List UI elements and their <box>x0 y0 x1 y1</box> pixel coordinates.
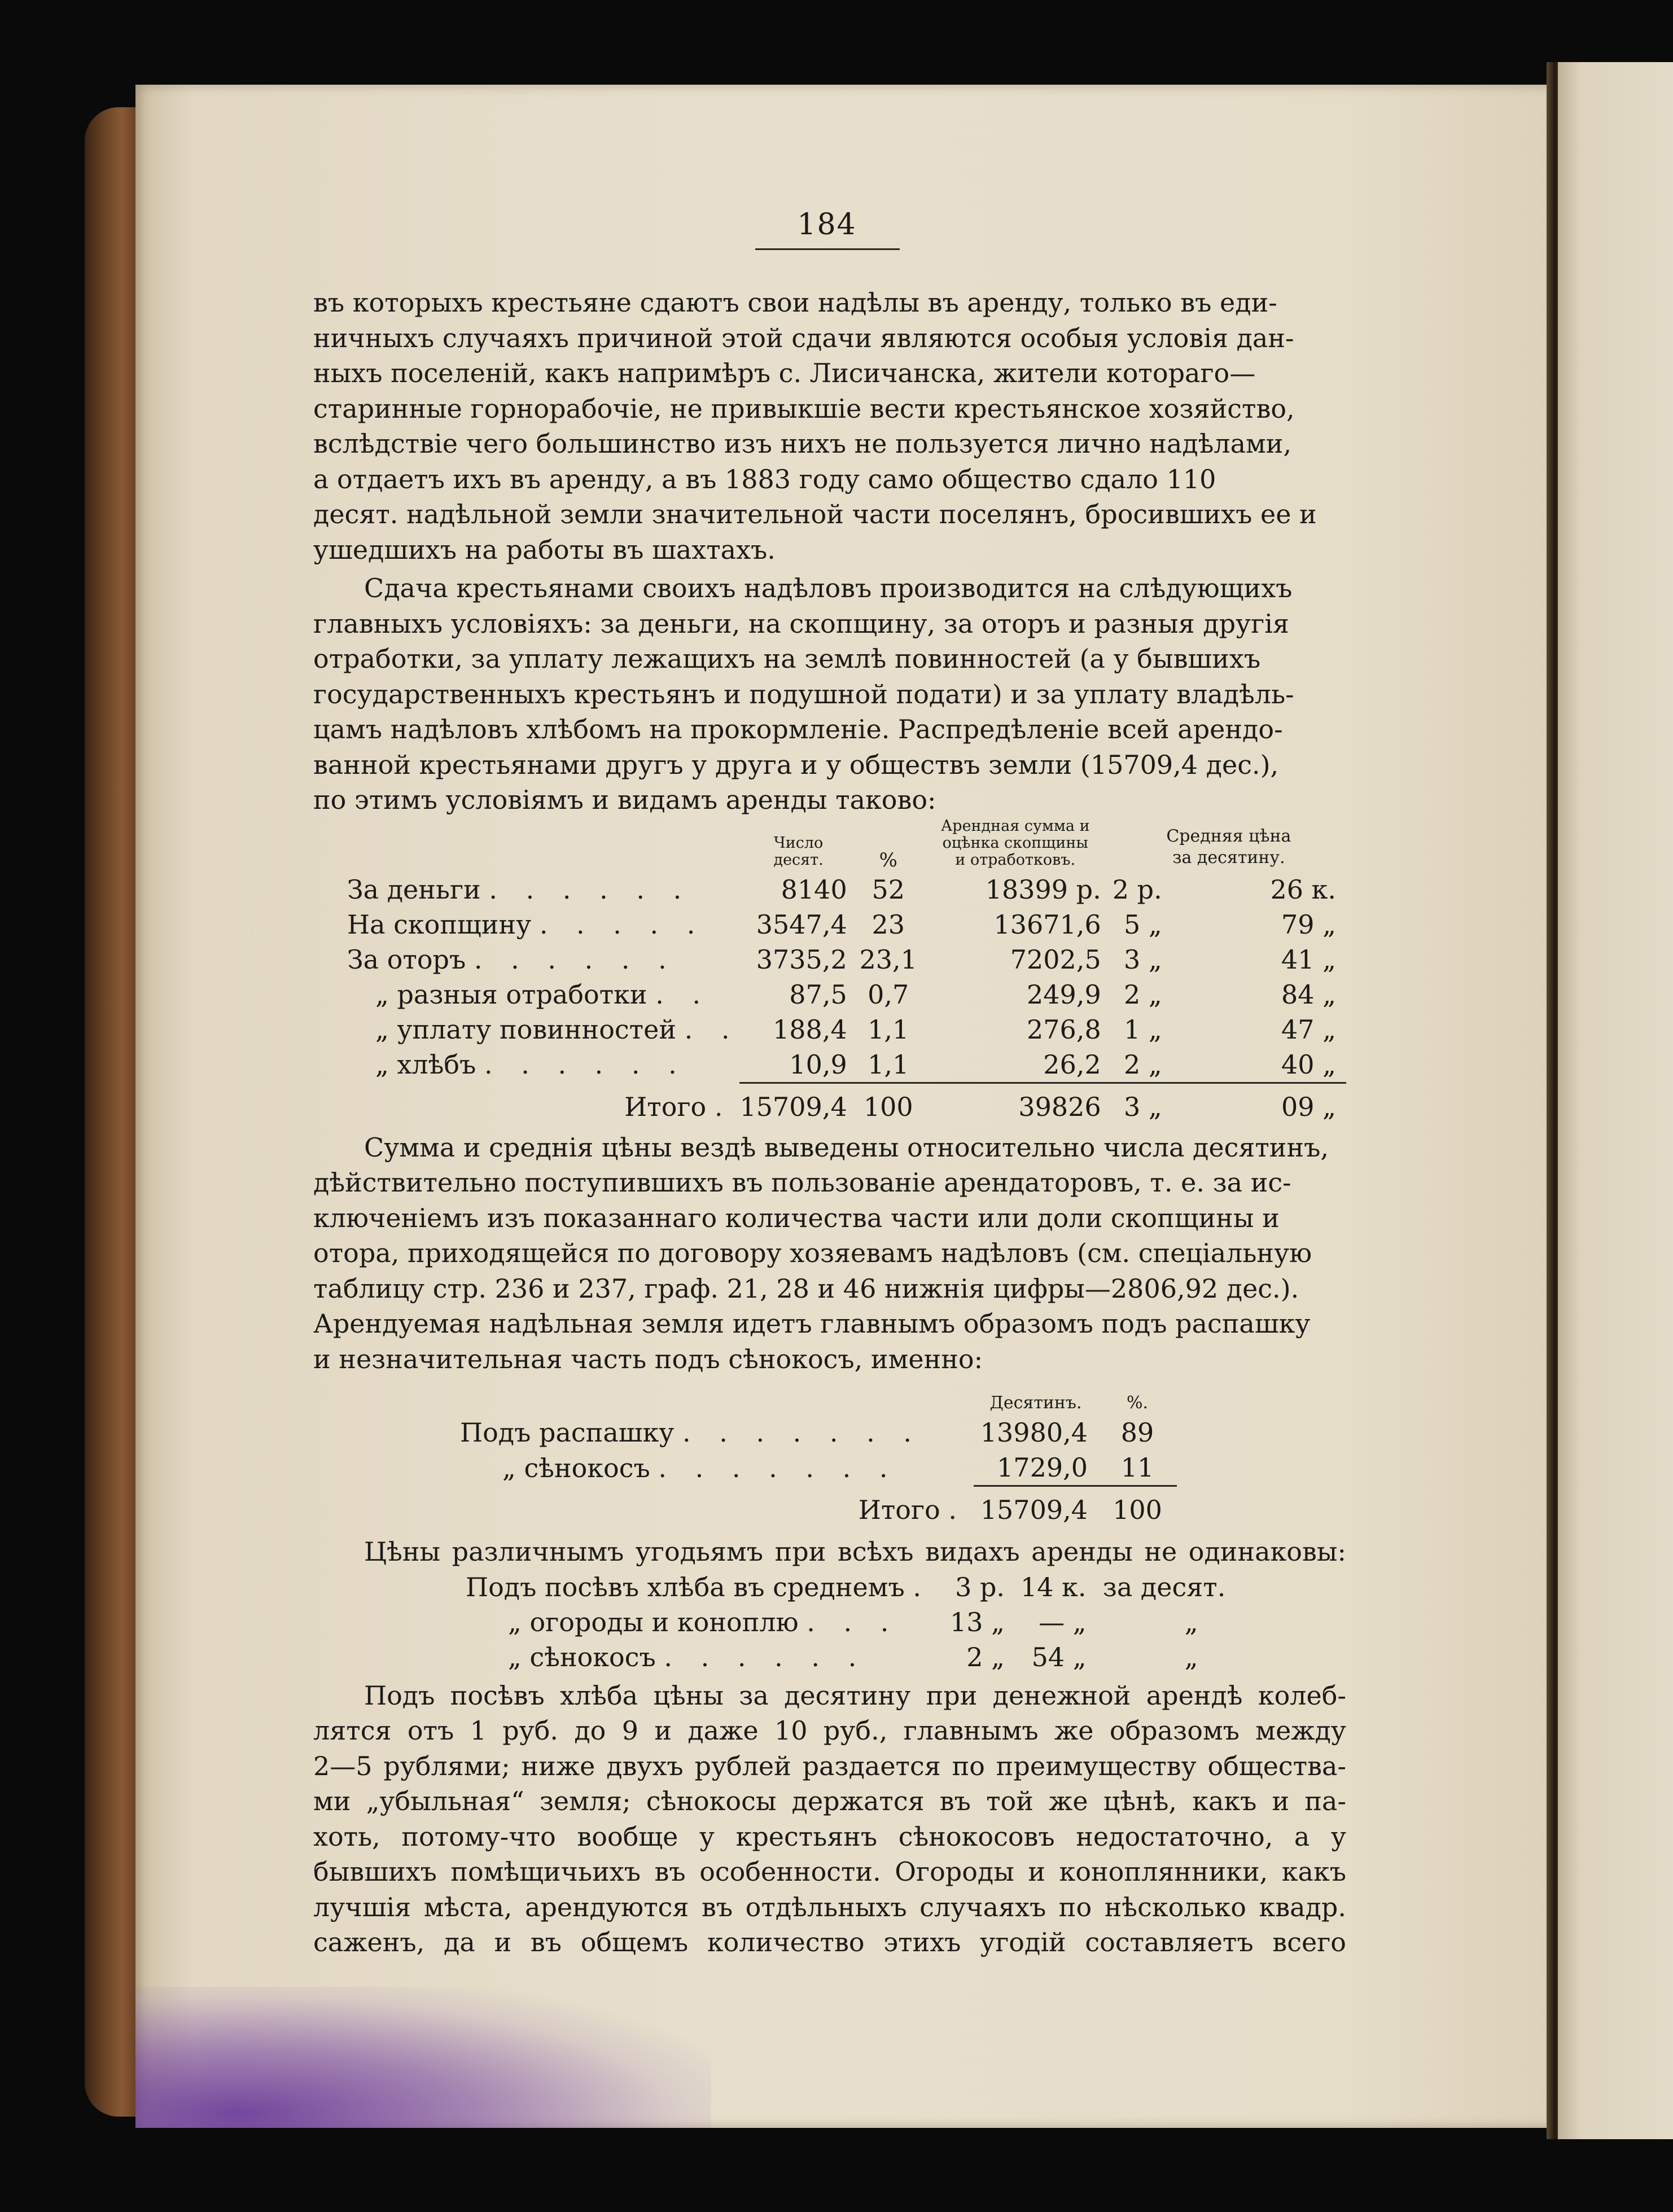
text-line: Цѣны различнымъ угодьямъ при всѣхъ видахъ аренды не одинаковы: <box>364 1536 1346 1567</box>
text-line: хоть, потому-что вообще у крестьянъ сѣнокосовъ недостаточно, а у <box>313 1821 1346 1852</box>
cell-avg-r: 1 „ <box>1123 1014 1162 1045</box>
cell-count: 10,9 <box>789 1049 847 1080</box>
table-row: „ разныя отработки . . 87,5 0,7 249,9 2 „ 84 „ <box>347 977 1346 1012</box>
total-avg-k: 09 „ <box>1281 1091 1336 1122</box>
row-label: „ сѣнокосъ <box>508 1641 656 1672</box>
next-page-edge <box>1558 62 1673 2139</box>
page-number-rule <box>755 248 900 250</box>
cell-r: 3 р. <box>955 1571 1005 1602</box>
cell-avg-r: 5 „ <box>1123 909 1162 940</box>
header-count: Число десят. <box>773 834 824 869</box>
text-line: главныхъ условіяхъ: за деньги, на скопщину, за оторъ и разныя другія <box>313 608 1289 639</box>
page-number: 184 <box>797 208 857 242</box>
row-label: Подъ распашку <box>460 1417 675 1448</box>
total-label: Итого . <box>624 1091 723 1122</box>
prices-table <box>460 1570 1232 1675</box>
text-line: государственныхъ крестьянъ и подушной подати) и за уплату владѣль- <box>313 678 1294 709</box>
table-row: За оторъ . . . . . . 3735,2 23,1 7202,5 3 „ 41 „ <box>347 942 1346 977</box>
text-line: цамъ надѣловъ хлѣбомъ на прокормленіе. Распредѣленіе всей арендо- <box>313 714 1283 744</box>
paragraph-1 <box>313 285 1346 567</box>
cell-avg-k: 40 „ <box>1281 1049 1336 1080</box>
row-label: Подъ посѣвъ хлѣба въ среднемъ <box>466 1571 905 1602</box>
text-line: а отдаетъ ихъ въ аренду, а въ 1883 году само общество сдало 110 <box>313 463 1216 494</box>
text-line: ушедшихъ на работы въ шахтахъ. <box>313 534 776 565</box>
text-line: въ которыхъ крестьяне сдаютъ свои надѣлы въ аренду, только въ еди- <box>313 287 1277 318</box>
cell-r: 13 „ <box>950 1606 1005 1637</box>
total-percent: 100 <box>1113 1495 1162 1525</box>
cell-count: 3547,4 <box>756 909 847 940</box>
cell-percent: 1,1 <box>868 1014 909 1045</box>
cell-count: 3735,2 <box>756 944 847 975</box>
cell-percent: 52 <box>871 874 905 905</box>
row-label: За оторъ <box>347 944 466 975</box>
cell-avg-r: 2 „ <box>1123 979 1162 1010</box>
cell-percent: 0,7 <box>868 979 909 1010</box>
cell-sum: 18399 р. <box>985 874 1101 905</box>
cell-sum: 26,2 <box>1043 1049 1101 1080</box>
lease-conditions-table <box>347 818 1346 1124</box>
text-line: десят. надѣльной земли значительной части поселянъ, бросившихъ ее и <box>313 499 1317 529</box>
cell-unit: „ <box>1184 1606 1198 1637</box>
cell-desyatin: 1729,0 <box>997 1452 1088 1483</box>
table-header-row <box>454 1377 1177 1415</box>
text-line: отора, приходящейся по договору хозяевамъ надѣловъ (см. спеціальную <box>313 1238 1312 1268</box>
text-line: Арендуемая надѣльная земля идетъ главнымъ образомъ подъ распашку <box>313 1308 1311 1339</box>
cell-avg-k: 47 „ <box>1281 1014 1336 1045</box>
cell-sum: 249,9 <box>1027 979 1101 1010</box>
cell-avg-r: 3 „ <box>1123 944 1162 975</box>
cell-unit: за десят. <box>1102 1571 1226 1602</box>
total-label: Итого . <box>858 1495 957 1525</box>
cell-k: 14 к. <box>1021 1571 1087 1602</box>
page-content <box>313 285 1346 1960</box>
text-line: 2—5 рублями; ниже двухъ рублей раздается по преимуществу общества- <box>313 1750 1346 1781</box>
text-line: Подъ посѣвъ хлѣба цѣны за десятину при денежной арендѣ колеб- <box>364 1680 1346 1711</box>
cell-percent: 11 <box>1120 1452 1154 1483</box>
text-line: ми „убыльная“ земля; сѣнокосы держатся въ той же цѣнѣ, какъ и па- <box>313 1786 1346 1816</box>
text-line: вслѣдствіе чего большинство изъ нихъ не пользуется лично надѣлами, <box>313 428 1292 459</box>
header-desyatin: Десятинъ. <box>989 1393 1082 1413</box>
table-header-row <box>347 818 1346 872</box>
total-desyatin: 15709,4 <box>980 1495 1088 1525</box>
table-row: „ хлѣбъ . . . . . . 10,9 1,1 26,2 2 „ 40 „ <box>347 1047 1346 1083</box>
row-label: „ хлѣбъ <box>375 1049 476 1080</box>
cell-desyatin: 13980,4 <box>980 1417 1088 1448</box>
cell-percent: 23,1 <box>859 944 917 975</box>
header-avg: Средняя цѣна за десятину. <box>1166 826 1291 868</box>
table-rule <box>454 1486 1177 1493</box>
table-row: Подъ посѣвъ хлѣба въ среднемъ . 3 р. 14 к. за десят. <box>460 1570 1232 1605</box>
row-label: „ огороды и коноплю <box>508 1606 799 1637</box>
row-label: „ уплату повинностей <box>375 1014 676 1045</box>
table-total-row <box>347 1089 1346 1124</box>
table-row: Подъ распашку . . . . . . . 13980,4 89 <box>454 1415 1177 1450</box>
total-sum: 39826 <box>1018 1091 1101 1122</box>
header-sum: Арендная сумма и оцѣнка скопщины и отработковъ. <box>940 817 1090 869</box>
row-label: „ разныя отработки <box>375 979 647 1010</box>
row-label: На скопщину <box>347 909 532 940</box>
cell-count: 188,4 <box>773 1014 847 1045</box>
table-row: На скопщину . . . . . 3547,4 23 13671,6 5 „ 79 „ <box>347 907 1346 942</box>
cell-sum: 13671,6 <box>993 909 1101 940</box>
cell-sum: 7202,5 <box>1010 944 1101 975</box>
cell-avg-k: 41 „ <box>1281 944 1336 975</box>
text-line: бывшихъ помѣщичьихъ въ особенности. Огороды и коноплянники, какъ <box>313 1856 1346 1887</box>
text-line: Сдача крестьянами своихъ надѣловъ производится на слѣдующихъ <box>364 573 1293 603</box>
text-line: Сумма и среднія цѣны вездѣ выведены относительно числа десятинъ, <box>364 1132 1329 1163</box>
table-row: „ огороды и коноплю . . . 13 „ — „ „ <box>460 1605 1232 1640</box>
text-line: ключеніемъ изъ показаннаго количества части или доли скопщины и <box>313 1202 1280 1233</box>
cell-avg-r: 2 „ <box>1123 1049 1162 1080</box>
header-percent: % <box>879 848 897 871</box>
text-line: по этимъ условіямъ и видамъ аренды таково: <box>313 785 936 815</box>
total-count: 15709,4 <box>739 1091 847 1122</box>
cell-count: 8140 <box>781 874 847 905</box>
paragraph-3 <box>313 1130 1346 1377</box>
cell-percent: 89 <box>1120 1417 1154 1448</box>
cell-avg-k: 26 к. <box>1270 874 1336 905</box>
cell-unit: „ <box>1184 1641 1198 1672</box>
cell-avg-k: 84 „ <box>1281 979 1336 1010</box>
cell-k: — „ <box>1039 1606 1087 1637</box>
ink-stain <box>135 1987 711 2128</box>
total-percent: 100 <box>863 1091 913 1122</box>
text-line: отработки, за уплату лежащихъ на землѣ повинностей (а у бывшихъ <box>313 643 1261 674</box>
paragraph-4 <box>313 1534 1346 1570</box>
cell-avg-k: 79 „ <box>1281 909 1336 940</box>
table-rule <box>347 1083 1346 1089</box>
text-line: лятся отъ 1 руб. до 9 и даже 10 руб., главнымъ же образомъ между <box>313 1715 1346 1746</box>
table-row: „ сѣнокосъ . . . . . . . 1729,0 11 <box>454 1450 1177 1486</box>
paragraph-5 <box>313 1678 1346 1960</box>
cell-avg-r: 2 р. <box>1112 874 1162 905</box>
text-line: ванной крестьянами другъ у друга и у обществъ земли (15709,4 дес.), <box>313 749 1279 780</box>
row-label: „ сѣнокосъ <box>502 1452 650 1483</box>
text-line: лучшія мѣста, арендуются въ отдѣльныхъ случаяхъ по нѣсколько квадр. <box>313 1891 1346 1922</box>
cell-k: 54 „ <box>1031 1641 1087 1672</box>
text-line: дѣйствительно поступившихъ въ пользованіе арендаторовъ, т. е. за ис- <box>313 1167 1291 1198</box>
cell-percent: 23 <box>871 909 905 940</box>
table-row: „ уплату повинностей . . 188,4 1,1 276,8 1 „ 47 „ <box>347 1012 1346 1047</box>
text-line: и незначительная часть подъ сѣнокосъ, именно: <box>313 1343 983 1374</box>
row-label: За деньги <box>347 874 481 905</box>
cell-r: 2 „ <box>966 1641 1005 1672</box>
table-row: За деньги . . . . . . 8140 52 18399 р. 2 р. 26 к. <box>347 872 1346 907</box>
text-line: таблицу стр. 236 и 237, граф. 21, 28 и 46 нижнія цифры—2806,92 дес.). <box>313 1273 1299 1304</box>
text-line: саженъ, да и въ общемъ количество этихъ угодій составляетъ всего <box>313 1927 1346 1957</box>
table-total-row <box>454 1492 1177 1527</box>
text-line: ничныхъ случаяхъ причиной этой сдачи являются особыя условія дан- <box>313 322 1294 353</box>
cell-sum: 276,8 <box>1027 1014 1101 1045</box>
text-line: старинные горнорабочіе, не привыкшіе вести крестьянское хозяйство, <box>313 393 1295 424</box>
header-percent: %. <box>1126 1393 1149 1413</box>
cell-count: 87,5 <box>789 979 847 1010</box>
paragraph-2 <box>313 571 1346 818</box>
cell-percent: 1,1 <box>868 1049 909 1080</box>
text-line: ныхъ поселеній, какъ напримѣръ с. Лисичанска, жители котораго— <box>313 358 1256 388</box>
total-avg-r: 3 „ <box>1123 1091 1162 1122</box>
land-use-table <box>454 1377 1177 1527</box>
table-row: „ сѣнокосъ . . . . . . 2 „ 54 „ „ <box>460 1640 1232 1675</box>
